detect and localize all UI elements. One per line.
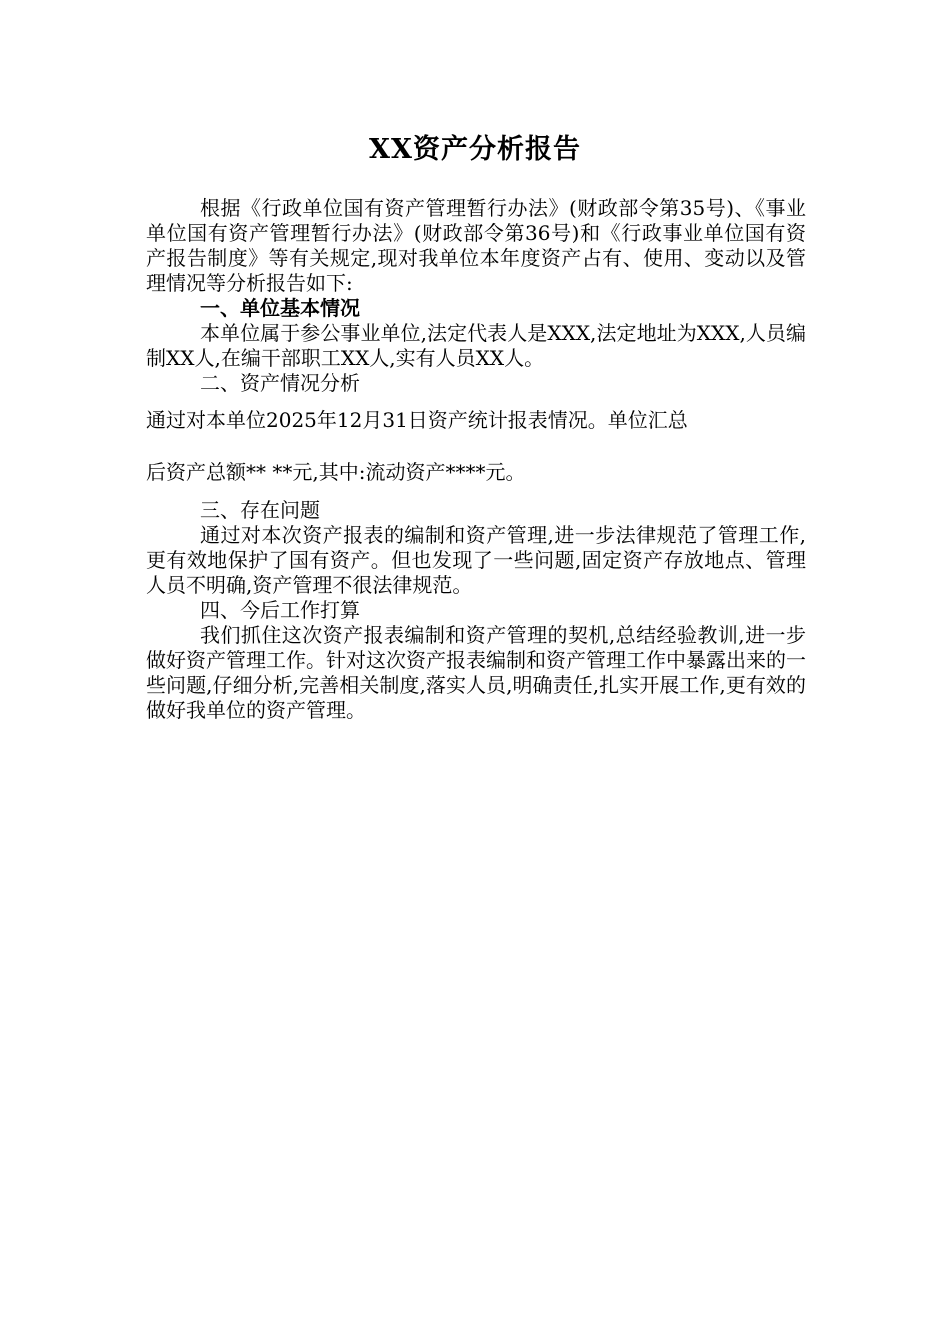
section-heading-basic-info: 一、单位基本情况 xyxy=(200,296,360,320)
document-body xyxy=(146,196,806,723)
basic-info-paragraph: 本单位属于参公事业单位,法定代表人是XXX,法定地址为XXX,人员编制XX人,在编干部职工XX人,实有人员XX人。 xyxy=(146,321,806,370)
section-heading-problems: 三、存在问题 xyxy=(200,498,320,522)
future-plans-paragraph: 我们抓住这次资产报表编制和资产管理的契机,总结经验教训,进一步做好资产管理工作。针对这次资产报表编制和资产管理工作中暴露出来的一些问题,仔细分析,完善相关制度,落实人员,明确责任,扎实开展工作,更有效的做好我单位的资产管理。 xyxy=(146,623,806,722)
problems-paragraph: 通过对本次资产报表的编制和资产管理,进一步法律规范了管理工作,更有效地保护了国有资产。但也发现了一些问题,固定资产存放地点、管理人员不明确,资产管理不很法律规范。 xyxy=(146,523,806,597)
asset-analysis-line-1: 通过对本单位2025年12月31日资产统计报表情况。单位汇总 xyxy=(146,408,688,432)
intro-paragraph: 根据《行政单位国有资产管理暂行办法》(财政部令第35号)、《事业单位国有资产管理暂行办法》(财政部令第36号)和《行政事业单位国有资产报告制度》等有关规定,现对我单位本年度资产占有、使用、变动以及管理情况等分析报告如下: xyxy=(146,196,806,295)
section-heading-future-plans: 四、今后工作打算 xyxy=(200,598,360,622)
section-heading-asset-analysis: 二、资产情况分析 xyxy=(200,371,360,395)
asset-analysis-line-2: 后资产总额** **元,其中:流动资产****元。 xyxy=(146,460,526,484)
document-title: XX资产分析报告 xyxy=(369,134,581,165)
